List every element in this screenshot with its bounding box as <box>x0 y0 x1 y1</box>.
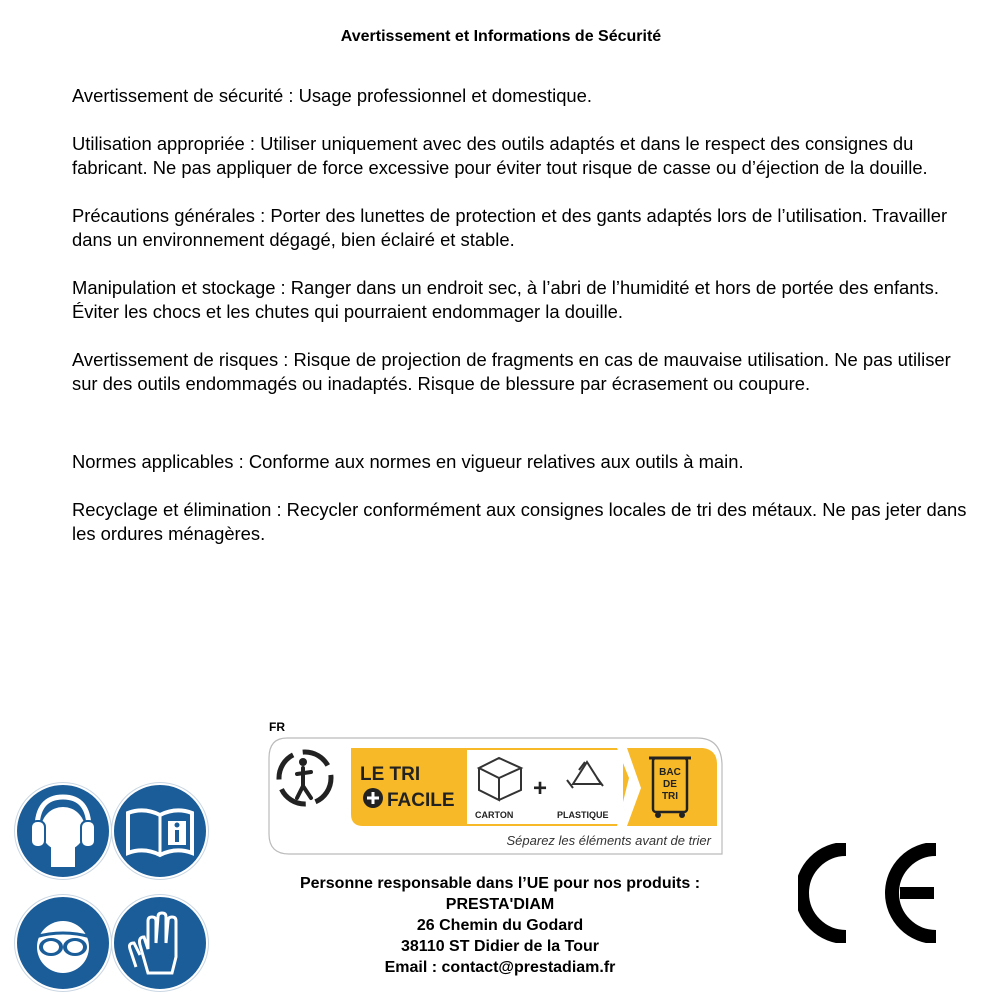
paragraph-safety: Avertissement de sécurité : Usage professionnel et domestique. <box>72 85 592 106</box>
read-manual-icon <box>112 783 208 879</box>
triman-item-carton: CARTON <box>475 810 514 820</box>
responsible-line: Personne responsable dans l’UE pour nos produits : <box>299 875 701 892</box>
triman-item-plastic: PLASTIQUE <box>557 810 609 820</box>
company-street: 26 Chemin du Godard <box>416 917 584 934</box>
triman-line2: FACILE <box>387 790 455 811</box>
ear-protection-icon <box>15 783 111 879</box>
paragraph-risks: Avertissement de risques : Risque de projection de fragments en cas de mauvaise utilisation. Ne pas utiliser sur des outils endommagés ou inadaptés. Risque de blessure par écrasement ou coupure. <box>72 349 951 394</box>
triman-country: FR <box>269 720 285 734</box>
document-body <box>72 84 977 546</box>
bin-label-3: TRI <box>661 791 679 802</box>
gloves-icon <box>112 895 208 991</box>
triman-caption: Séparez les éléments avant de trier <box>506 833 711 848</box>
company-name: PRESTA'DIAM <box>445 896 555 913</box>
company-city: 38110 ST Didier de la Tour <box>401 938 599 955</box>
triman-line1: LE TRI <box>360 764 421 785</box>
paragraph-standards: Normes applicables : Conforme aux normes en vigueur relatives aux outils à main. <box>72 451 744 472</box>
eye-protection-icon <box>15 895 111 991</box>
paragraph-storage: Manipulation et stockage : Ranger dans un endroit sec, à l’abri de l’humidité et hors de portée des enfants. Éviter les chocs et les chutes qui pourraient endommager la douille. <box>72 277 939 322</box>
paragraph-precautions: Précautions générales : Porter des lunettes de protection et des gants adaptés lors de l’utilisation. Travailler dans un environnement dégagé, bien éclairé et stable. <box>72 205 948 250</box>
svg-text:+: + <box>533 775 548 802</box>
bin-label-1: BAC <box>659 767 681 778</box>
paragraph-recycling: Recyclage et élimination : Recycler conformément aux consignes locales de tri des métaux. Ne pas jeter dans les ordures ménagères. <box>72 499 967 544</box>
responsible-person <box>250 873 750 978</box>
triman-label <box>267 718 725 858</box>
company-email: Email : contact@prestadiam.fr <box>384 959 616 976</box>
bin-label-2: DE <box>663 779 677 790</box>
document-title: Avertissement et Informations de Sécurité <box>340 28 662 45</box>
ce-mark <box>798 843 940 943</box>
paragraph-usage: Utilisation appropriée : Utiliser uniquement avec des outils adaptés et dans le respect des consignes du fabricant. Ne pas appliquer de force excessive pour éviter tout risque de casse ou d’éjection de la douille. <box>72 133 928 178</box>
